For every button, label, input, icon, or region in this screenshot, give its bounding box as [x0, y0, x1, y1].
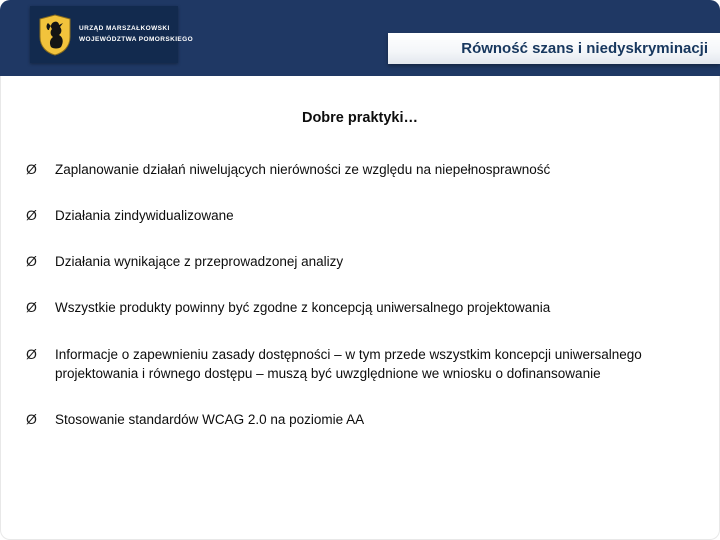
- bullet-text: Zaplanowanie działań niwelujących nierówności ze względu na niepełnosprawność: [55, 162, 551, 177]
- bullet-item: [26, 410, 690, 429]
- arrow-bullet-icon: Ø: [26, 299, 37, 316]
- logo-box: [30, 6, 194, 63]
- bullet-text: Wszystkie produkty powinny być zgodne z koncepcją uniwersalnego projektowania: [55, 300, 551, 316]
- bullet-text: Działania wynikające z przeprowadzonej analizy: [55, 254, 344, 270]
- org-name-line2: WOJEWÓDZTWA POMORSKIEGO: [79, 36, 194, 43]
- bullet-list: [24, 160, 696, 429]
- arrow-bullet-icon: Ø: [26, 161, 37, 177]
- title-banner: [388, 33, 720, 64]
- bullet-text: Informacje o zapewnieniu zasady dostępności – w tym przede wszystkim koncepcji uniwersalnego projektowania i równego dostępu – muszą być uwzględnione we wniosku o dofinansowanie: [55, 346, 642, 381]
- bullet-text: Działania zindywidualizowane: [55, 208, 234, 224]
- arrow-bullet-icon: Ø: [26, 345, 37, 362]
- bullet-item: [26, 298, 690, 317]
- arrow-bullet-icon: Ø: [26, 253, 37, 270]
- bullet-text: Stosowanie standardów WCAG 2.0 na poziomie AA: [55, 411, 365, 427]
- arrow-bullet-icon: Ø: [26, 207, 37, 224]
- coat-of-arms-icon: [38, 14, 72, 56]
- bullet-item: [26, 206, 690, 225]
- bullet-item: [26, 252, 690, 271]
- slide-content: [0, 76, 720, 429]
- bullet-item: [26, 160, 690, 179]
- header-band: [0, 0, 720, 76]
- slide-title: Dobre praktyki…: [301, 110, 419, 126]
- org-name-line1: URZĄD MARSZAŁKOWSKI: [79, 24, 170, 32]
- arrow-bullet-icon: Ø: [26, 410, 37, 427]
- org-name: [79, 25, 193, 45]
- banner-title: Równość szans i niedyskryminacji: [461, 40, 708, 57]
- bullet-item: [26, 345, 690, 383]
